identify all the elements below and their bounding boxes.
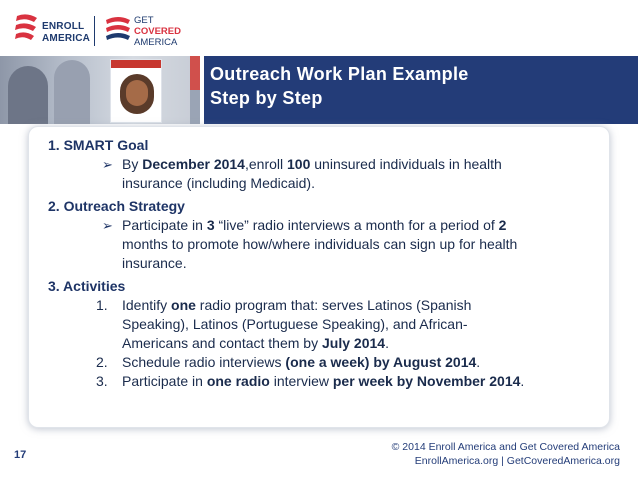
text-span: Participate in (122, 373, 207, 389)
text-span: . (385, 335, 389, 351)
list-number: 1. (96, 297, 108, 313)
enroll-america-logo[interactable] (14, 10, 94, 52)
bold-span: one radio (206, 373, 270, 389)
photo-card-header (111, 60, 161, 68)
text-span: interview (269, 373, 333, 389)
get-covered-flag-icon (104, 14, 132, 46)
text-span: months to promote how/where individuals can sign up for health (122, 236, 518, 252)
text-span: Americans and contact them by (122, 335, 322, 351)
bold-span: 100 (287, 156, 311, 172)
text-span: insurance (including Medicaid). (122, 175, 315, 191)
getcovered-logo-line1: GET (134, 15, 154, 26)
list-number: 3. (96, 373, 108, 389)
activity-item-2 (48, 353, 608, 372)
section-heading-smart-goal: 1. SMART Goal (48, 137, 149, 153)
photo-card (110, 59, 162, 123)
bold-span: December 2014 (142, 156, 245, 172)
title-banner (204, 56, 638, 124)
text-span: uninsured individuals in health (310, 156, 502, 172)
text-span: “live” radio interviews a month for a period of (214, 217, 499, 233)
text-span: insurance. (122, 255, 187, 271)
enroll-america-flag-icon (14, 12, 40, 46)
text-span: . (476, 354, 481, 370)
smart-goal-bullet (48, 155, 608, 193)
title-line-2: Step by Step (210, 88, 323, 108)
section-heading-outreach-strategy: 2. Outreach Strategy (48, 198, 185, 214)
bold-span: one (171, 297, 196, 313)
footer-sites[interactable]: EnrollAmerica.org | GetCoveredAmerica.org (414, 455, 620, 467)
banner-accent-gray (190, 90, 200, 124)
bold-span: (one a week) by August 2014 (285, 354, 477, 370)
activity-item-3 (48, 372, 608, 391)
photo-card-portrait-face (126, 80, 148, 106)
text-span: By (122, 156, 143, 172)
list-number: 2. (96, 354, 108, 370)
banner-photo (0, 56, 190, 124)
activity-item-1 (48, 296, 608, 353)
section-heading-activities: 3. Activities (48, 278, 126, 294)
bold-span: 2 (498, 217, 507, 233)
arrow-bullet-icon: ➢ (102, 218, 113, 233)
photo-person-1 (8, 66, 48, 124)
bold-span: July 2014 (322, 335, 386, 351)
banner-accent-red (190, 56, 200, 90)
text-span: . (520, 373, 525, 389)
getcovered-logo-line3: AMERICA (134, 37, 178, 48)
header-logos (14, 10, 204, 52)
text-span: Schedule radio interviews (122, 354, 286, 370)
logo-divider (94, 16, 95, 46)
arrow-bullet-icon: ➢ (102, 157, 113, 172)
page-number: 17 (14, 449, 27, 461)
bold-span: per week by November 2014 (332, 373, 521, 389)
getcovered-logo-line2: COVERED (134, 26, 181, 37)
footer-copyright: © 2014 Enroll America and Get Covered America (391, 441, 620, 453)
text-span: radio program that: serves Latinos (Spanish (195, 297, 472, 313)
footer-credits (392, 440, 620, 468)
text-span: Speaking), Latinos (Portuguese Speaking), and African- (122, 316, 468, 332)
photo-person-2 (54, 60, 90, 124)
outreach-strategy-bullet (48, 216, 608, 273)
text-span: Participate in (122, 217, 207, 233)
enroll-logo-line1: ENROLL (42, 21, 85, 32)
bold-span: 3 (206, 217, 215, 233)
text-span: Identify (122, 297, 172, 313)
title-line-1: Outreach Work Plan Example (210, 64, 469, 84)
enroll-logo-line2: AMERICA (42, 33, 91, 44)
text-span: ,enroll (244, 156, 288, 172)
get-covered-america-logo[interactable] (104, 10, 204, 52)
content-body (48, 136, 608, 391)
